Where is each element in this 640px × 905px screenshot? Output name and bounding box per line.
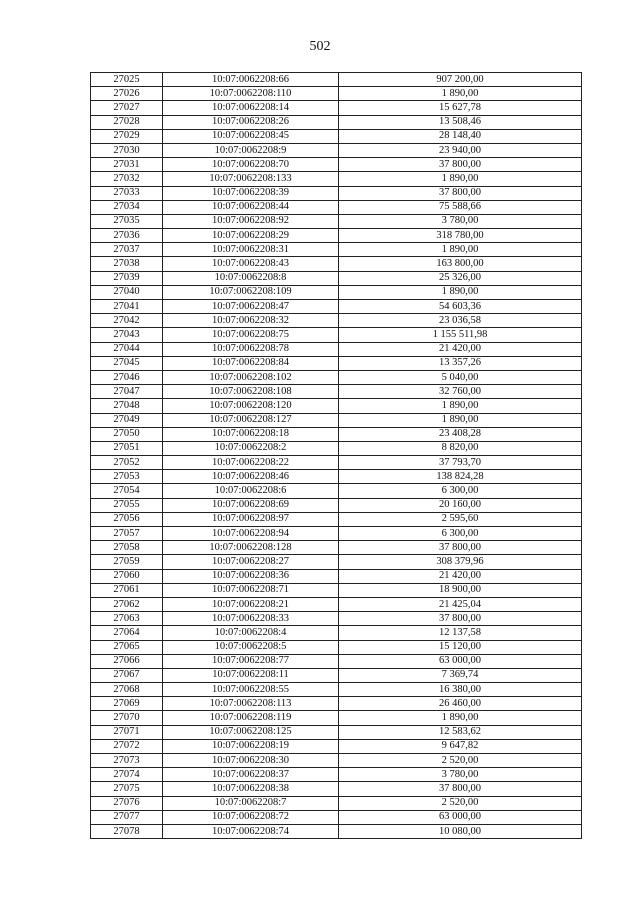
amount-cell: 21 425,04	[339, 597, 582, 611]
row-number-cell: 27044	[91, 342, 163, 356]
amount-cell: 163 800,00	[339, 257, 582, 271]
table-row	[91, 427, 582, 441]
row-number-cell: 27034	[91, 200, 163, 214]
table-row	[91, 711, 582, 725]
row-number-cell: 27064	[91, 626, 163, 640]
cadastral-number-cell: 10:07:0062208:30	[163, 754, 339, 768]
row-number-cell: 27027	[91, 101, 163, 115]
table-row	[91, 654, 582, 668]
amount-cell: 21 420,00	[339, 569, 582, 583]
row-number-cell: 27031	[91, 158, 163, 172]
table-row	[91, 796, 582, 810]
row-number-cell: 27030	[91, 143, 163, 157]
amount-cell: 21 420,00	[339, 342, 582, 356]
table-row	[91, 484, 582, 498]
amount-cell: 1 890,00	[339, 399, 582, 413]
table-row	[91, 555, 582, 569]
cadastral-number-cell: 10:07:0062208:8	[163, 271, 339, 285]
table-row	[91, 512, 582, 526]
cadastral-number-cell: 10:07:0062208:27	[163, 555, 339, 569]
amount-cell: 1 890,00	[339, 711, 582, 725]
amount-cell: 1 890,00	[339, 285, 582, 299]
cadastral-number-cell: 10:07:0062208:113	[163, 697, 339, 711]
table-row	[91, 583, 582, 597]
amount-cell: 13 357,26	[339, 356, 582, 370]
cadastral-number-cell: 10:07:0062208:32	[163, 314, 339, 328]
registry-table	[90, 72, 582, 839]
table-row	[91, 243, 582, 257]
table-row	[91, 441, 582, 455]
table-row	[91, 370, 582, 384]
amount-cell: 1 890,00	[339, 87, 582, 101]
cadastral-number-cell: 10:07:0062208:47	[163, 300, 339, 314]
amount-cell: 9 647,82	[339, 739, 582, 753]
cadastral-number-cell: 10:07:0062208:44	[163, 200, 339, 214]
amount-cell: 25 326,00	[339, 271, 582, 285]
amount-cell: 23 036,58	[339, 314, 582, 328]
amount-cell: 308 379,96	[339, 555, 582, 569]
registry-table-body	[91, 73, 582, 839]
table-row	[91, 186, 582, 200]
row-number-cell: 27038	[91, 257, 163, 271]
amount-cell: 6 300,00	[339, 527, 582, 541]
amount-cell: 1 890,00	[339, 243, 582, 257]
row-number-cell: 27059	[91, 555, 163, 569]
table-row	[91, 470, 582, 484]
cadastral-number-cell: 10:07:0062208:72	[163, 810, 339, 824]
table-row	[91, 129, 582, 143]
table-row	[91, 229, 582, 243]
table-row	[91, 626, 582, 640]
table-row	[91, 172, 582, 186]
cadastral-number-cell: 10:07:0062208:7	[163, 796, 339, 810]
table-row	[91, 725, 582, 739]
row-number-cell: 27063	[91, 612, 163, 626]
cadastral-number-cell: 10:07:0062208:11	[163, 668, 339, 682]
cadastral-number-cell: 10:07:0062208:5	[163, 640, 339, 654]
amount-cell: 75 588,66	[339, 200, 582, 214]
cadastral-number-cell: 10:07:0062208:43	[163, 257, 339, 271]
table-row	[91, 683, 582, 697]
row-number-cell: 27053	[91, 470, 163, 484]
table-row	[91, 115, 582, 129]
row-number-cell: 27043	[91, 328, 163, 342]
table-row	[91, 257, 582, 271]
amount-cell: 23 940,00	[339, 143, 582, 157]
table-row	[91, 101, 582, 115]
cadastral-number-cell: 10:07:0062208:46	[163, 470, 339, 484]
row-number-cell: 27055	[91, 498, 163, 512]
cadastral-number-cell: 10:07:0062208:9	[163, 143, 339, 157]
row-number-cell: 27035	[91, 214, 163, 228]
cadastral-number-cell: 10:07:0062208:45	[163, 129, 339, 143]
amount-cell: 37 800,00	[339, 612, 582, 626]
amount-cell: 32 760,00	[339, 385, 582, 399]
cadastral-number-cell: 10:07:0062208:108	[163, 385, 339, 399]
amount-cell: 12 583,62	[339, 725, 582, 739]
row-number-cell: 27072	[91, 739, 163, 753]
amount-cell: 1 890,00	[339, 172, 582, 186]
cadastral-number-cell: 10:07:0062208:74	[163, 824, 339, 838]
row-number-cell: 27062	[91, 597, 163, 611]
table-row	[91, 754, 582, 768]
table-row	[91, 824, 582, 838]
amount-cell: 2 595,60	[339, 512, 582, 526]
table-row	[91, 271, 582, 285]
amount-cell: 138 824,28	[339, 470, 582, 484]
amount-cell: 8 820,00	[339, 441, 582, 455]
row-number-cell: 27050	[91, 427, 163, 441]
row-number-cell: 27051	[91, 441, 163, 455]
table-row	[91, 399, 582, 413]
amount-cell: 23 408,28	[339, 427, 582, 441]
amount-cell: 3 780,00	[339, 214, 582, 228]
row-number-cell: 27075	[91, 782, 163, 796]
cadastral-number-cell: 10:07:0062208:71	[163, 583, 339, 597]
row-number-cell: 27070	[91, 711, 163, 725]
row-number-cell: 27078	[91, 824, 163, 838]
amount-cell: 1 890,00	[339, 413, 582, 427]
row-number-cell: 27045	[91, 356, 163, 370]
row-number-cell: 27065	[91, 640, 163, 654]
amount-cell: 63 000,00	[339, 810, 582, 824]
row-number-cell: 27025	[91, 73, 163, 87]
row-number-cell: 27060	[91, 569, 163, 583]
table-row	[91, 214, 582, 228]
amount-cell: 15 627,78	[339, 101, 582, 115]
amount-cell: 37 800,00	[339, 541, 582, 555]
cadastral-number-cell: 10:07:0062208:92	[163, 214, 339, 228]
cadastral-number-cell: 10:07:0062208:26	[163, 115, 339, 129]
cadastral-number-cell: 10:07:0062208:119	[163, 711, 339, 725]
cadastral-number-cell: 10:07:0062208:31	[163, 243, 339, 257]
table-row	[91, 782, 582, 796]
cadastral-number-cell: 10:07:0062208:22	[163, 456, 339, 470]
row-number-cell: 27074	[91, 768, 163, 782]
row-number-cell: 27042	[91, 314, 163, 328]
row-number-cell: 27032	[91, 172, 163, 186]
table-row	[91, 143, 582, 157]
table-row	[91, 456, 582, 470]
row-number-cell: 27067	[91, 668, 163, 682]
row-number-cell: 27058	[91, 541, 163, 555]
table-row	[91, 569, 582, 583]
cadastral-number-cell: 10:07:0062208:97	[163, 512, 339, 526]
cadastral-number-cell: 10:07:0062208:125	[163, 725, 339, 739]
row-number-cell: 27048	[91, 399, 163, 413]
row-number-cell: 27039	[91, 271, 163, 285]
table-row	[91, 527, 582, 541]
amount-cell: 1 155 511,98	[339, 328, 582, 342]
page-number: 502	[309, 39, 331, 54]
cadastral-number-cell: 10:07:0062208:66	[163, 73, 339, 87]
cadastral-number-cell: 10:07:0062208:29	[163, 229, 339, 243]
table-row	[91, 541, 582, 555]
amount-cell: 37 800,00	[339, 158, 582, 172]
amount-cell: 18 900,00	[339, 583, 582, 597]
cadastral-number-cell: 10:07:0062208:36	[163, 569, 339, 583]
table-row	[91, 314, 582, 328]
amount-cell: 37 793,70	[339, 456, 582, 470]
cadastral-number-cell: 10:07:0062208:69	[163, 498, 339, 512]
cadastral-number-cell: 10:07:0062208:109	[163, 285, 339, 299]
row-number-cell: 27026	[91, 87, 163, 101]
cadastral-number-cell: 10:07:0062208:14	[163, 101, 339, 115]
row-number-cell: 27061	[91, 583, 163, 597]
table-row	[91, 385, 582, 399]
cadastral-number-cell: 10:07:0062208:38	[163, 782, 339, 796]
amount-cell: 37 800,00	[339, 782, 582, 796]
row-number-cell: 27071	[91, 725, 163, 739]
table-row	[91, 73, 582, 87]
table-row	[91, 697, 582, 711]
table-row	[91, 328, 582, 342]
amount-cell: 10 080,00	[339, 824, 582, 838]
amount-cell: 16 380,00	[339, 683, 582, 697]
table-row	[91, 612, 582, 626]
cadastral-number-cell: 10:07:0062208:4	[163, 626, 339, 640]
cadastral-number-cell: 10:07:0062208:70	[163, 158, 339, 172]
amount-cell: 7 369,74	[339, 668, 582, 682]
amount-cell: 20 160,00	[339, 498, 582, 512]
row-number-cell: 27069	[91, 697, 163, 711]
row-number-cell: 27056	[91, 512, 163, 526]
row-number-cell: 27041	[91, 300, 163, 314]
amount-cell: 54 603,36	[339, 300, 582, 314]
cadastral-number-cell: 10:07:0062208:55	[163, 683, 339, 697]
row-number-cell: 27077	[91, 810, 163, 824]
row-number-cell: 27054	[91, 484, 163, 498]
table-row	[91, 300, 582, 314]
amount-cell: 5 040,00	[339, 370, 582, 384]
amount-cell: 318 780,00	[339, 229, 582, 243]
row-number-cell: 27049	[91, 413, 163, 427]
cadastral-number-cell: 10:07:0062208:133	[163, 172, 339, 186]
cadastral-number-cell: 10:07:0062208:102	[163, 370, 339, 384]
cadastral-number-cell: 10:07:0062208:84	[163, 356, 339, 370]
row-number-cell: 27073	[91, 754, 163, 768]
amount-cell: 28 148,40	[339, 129, 582, 143]
amount-cell: 37 800,00	[339, 186, 582, 200]
table-row	[91, 200, 582, 214]
cadastral-number-cell: 10:07:0062208:39	[163, 186, 339, 200]
amount-cell: 26 460,00	[339, 697, 582, 711]
row-number-cell: 27047	[91, 385, 163, 399]
table-row	[91, 285, 582, 299]
row-number-cell: 27036	[91, 229, 163, 243]
row-number-cell: 27057	[91, 527, 163, 541]
cadastral-number-cell: 10:07:0062208:75	[163, 328, 339, 342]
row-number-cell: 27037	[91, 243, 163, 257]
row-number-cell: 27028	[91, 115, 163, 129]
amount-cell: 2 520,00	[339, 796, 582, 810]
row-number-cell: 27066	[91, 654, 163, 668]
cadastral-number-cell: 10:07:0062208:37	[163, 768, 339, 782]
table-row	[91, 640, 582, 654]
table-row	[91, 413, 582, 427]
table-row	[91, 87, 582, 101]
amount-cell: 2 520,00	[339, 754, 582, 768]
row-number-cell: 27068	[91, 683, 163, 697]
cadastral-number-cell: 10:07:0062208:94	[163, 527, 339, 541]
cadastral-number-cell: 10:07:0062208:6	[163, 484, 339, 498]
cadastral-number-cell: 10:07:0062208:19	[163, 739, 339, 753]
row-number-cell: 27052	[91, 456, 163, 470]
cadastral-number-cell: 10:07:0062208:127	[163, 413, 339, 427]
table-row	[91, 158, 582, 172]
amount-cell: 63 000,00	[339, 654, 582, 668]
table-row	[91, 768, 582, 782]
table-row	[91, 668, 582, 682]
amount-cell: 6 300,00	[339, 484, 582, 498]
table-row	[91, 739, 582, 753]
amount-cell: 907 200,00	[339, 73, 582, 87]
cadastral-number-cell: 10:07:0062208:33	[163, 612, 339, 626]
cadastral-number-cell: 10:07:0062208:78	[163, 342, 339, 356]
table-row	[91, 356, 582, 370]
row-number-cell: 27033	[91, 186, 163, 200]
cadastral-number-cell: 10:07:0062208:110	[163, 87, 339, 101]
table-row	[91, 498, 582, 512]
table-row	[91, 342, 582, 356]
cadastral-number-cell: 10:07:0062208:18	[163, 427, 339, 441]
row-number-cell: 27076	[91, 796, 163, 810]
row-number-cell: 27040	[91, 285, 163, 299]
amount-cell: 13 508,46	[339, 115, 582, 129]
cadastral-number-cell: 10:07:0062208:2	[163, 441, 339, 455]
row-number-cell: 27046	[91, 370, 163, 384]
cadastral-number-cell: 10:07:0062208:128	[163, 541, 339, 555]
row-number-cell: 27029	[91, 129, 163, 143]
table-row	[91, 597, 582, 611]
cadastral-number-cell: 10:07:0062208:21	[163, 597, 339, 611]
cadastral-number-cell: 10:07:0062208:120	[163, 399, 339, 413]
amount-cell: 12 137,58	[339, 626, 582, 640]
amount-cell: 3 780,00	[339, 768, 582, 782]
amount-cell: 15 120,00	[339, 640, 582, 654]
table-row	[91, 810, 582, 824]
cadastral-number-cell: 10:07:0062208:77	[163, 654, 339, 668]
